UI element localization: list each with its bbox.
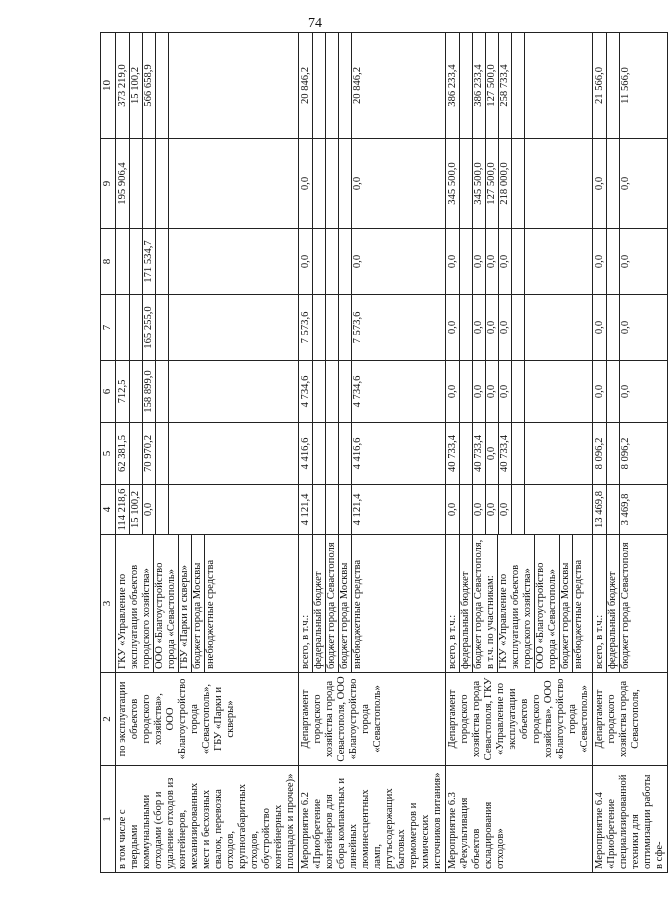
amount-value xyxy=(606,361,619,422)
amount-value xyxy=(325,139,338,228)
amount-value xyxy=(168,139,181,228)
year-value-cell-c6 xyxy=(593,361,668,423)
funding-source-cell xyxy=(593,535,668,673)
amount-value xyxy=(312,139,325,228)
amount-value xyxy=(524,485,537,534)
funding-source-line: внебюджетные средства xyxy=(351,535,364,672)
amount-value xyxy=(338,139,351,228)
amount-value xyxy=(511,361,524,422)
amount-value: 4 121,4 xyxy=(351,485,364,534)
year-value-cell-c10 xyxy=(299,33,446,139)
rotated-table-wrapper xyxy=(100,33,665,873)
year-value-cell-c8 xyxy=(593,229,668,295)
amount-value: 114 218,6 xyxy=(117,488,128,531)
year-value-cell-c9 xyxy=(593,139,668,229)
measure-name-cell: Мероприятие 6.4 «Приобретение специализированной техники для оптимизации работы в сфе- xyxy=(593,766,668,873)
amount-value xyxy=(606,423,619,484)
amount-value: 0,0 xyxy=(472,295,485,360)
amount-value xyxy=(312,423,325,484)
amount-value xyxy=(325,485,338,534)
amount-value xyxy=(325,229,338,294)
amount-value xyxy=(459,229,472,294)
year-value-cell-c4 xyxy=(446,485,593,535)
amount-value: 4 416,6 xyxy=(300,437,311,470)
year-value-cell-c6 xyxy=(116,361,299,423)
table-row xyxy=(116,33,299,873)
year-value-cell-c10 xyxy=(446,33,593,139)
funding-source-line: бюджет города Севастополя, в т.ч. по участникам: xyxy=(472,535,497,672)
funding-source-line: федеральный бюджет xyxy=(606,535,619,672)
amount-value: 0,0 xyxy=(485,423,498,484)
funding-source-line: ГБУ «Парки и скверы» xyxy=(178,535,191,672)
amount-value: 0,0 xyxy=(594,176,605,191)
year-value-cell-c10 xyxy=(116,33,299,139)
amount-value: 0,0 xyxy=(485,229,498,294)
amount-value: 21 566,0 xyxy=(594,66,605,105)
funding-source-line: бюджет города Москвы xyxy=(338,535,351,672)
amount-value xyxy=(117,232,129,291)
amount-value xyxy=(142,139,155,228)
funding-source-line: ООО «Благоустройство города «Севастополь» xyxy=(534,535,559,672)
amount-value: 0,0 xyxy=(472,229,485,294)
amount-value xyxy=(129,139,142,228)
column-number-1: 1 xyxy=(101,766,116,873)
amount-value xyxy=(511,485,524,534)
executor-text: ГБУ «Парки и скверы» xyxy=(213,686,236,752)
funding-source-cell xyxy=(299,535,446,673)
column-number-2: 2 xyxy=(101,673,116,766)
table-row xyxy=(593,33,668,873)
funding-source-cell xyxy=(446,535,593,673)
amount-value xyxy=(524,361,537,422)
amount-value xyxy=(168,485,181,534)
column-number-9: 9 xyxy=(101,139,116,229)
amount-value: 4 734,6 xyxy=(300,375,311,408)
amount-value: 70 970,2 xyxy=(142,423,155,484)
amount-value xyxy=(155,229,168,294)
amount-value: 0,0 xyxy=(447,502,458,517)
funding-source-line: ГКУ «Управление по эксплуатации объектов городского хозяйства» xyxy=(497,535,534,672)
year-value-cell-c4 xyxy=(299,485,446,535)
executor-text: ООО «Благоустройство города «Севастополь», xyxy=(165,678,212,760)
amount-value: 0,0 xyxy=(619,295,632,360)
amount-value: 15 100,2 xyxy=(129,33,142,138)
amount-value xyxy=(168,295,181,360)
amount-value xyxy=(511,139,524,228)
amount-value xyxy=(129,229,142,294)
amount-value xyxy=(338,295,351,360)
amount-value: 0,0 xyxy=(498,361,511,422)
column-number-10: 10 xyxy=(101,33,116,139)
amount-value xyxy=(155,139,168,228)
amount-value: 171 534,7 xyxy=(142,229,155,294)
amount-value xyxy=(155,485,168,534)
amount-value xyxy=(524,33,537,138)
year-value-cell-c10 xyxy=(593,33,668,139)
year-value-cell-c4 xyxy=(593,485,668,535)
amount-value xyxy=(524,423,537,484)
amount-value xyxy=(325,423,338,484)
funding-source-line: федеральный бюджет xyxy=(459,535,472,672)
table-row xyxy=(299,33,446,873)
amount-value: 0,0 xyxy=(447,320,458,335)
amount-value xyxy=(312,295,325,360)
year-value-cell-c5 xyxy=(299,423,446,485)
amount-value: 0,0 xyxy=(619,139,632,228)
amount-value: 566 658,9 xyxy=(142,33,155,138)
year-value-cell-c8 xyxy=(116,229,299,295)
executor-text: по эксплуатации объектов городского хозяйства», xyxy=(117,681,164,757)
funding-source-line: федеральный бюджет xyxy=(312,535,325,672)
executor-cell xyxy=(299,673,446,766)
funding-source-line: всего, в т.ч.: xyxy=(594,614,605,669)
amount-value xyxy=(338,33,351,138)
amount-value xyxy=(338,423,351,484)
amount-value xyxy=(511,229,524,294)
column-number-row xyxy=(101,33,116,873)
amount-value xyxy=(155,33,168,138)
column-number-6: 6 xyxy=(101,361,116,423)
executor-cell xyxy=(116,673,299,766)
amount-value: 345 500,0 xyxy=(447,162,458,205)
funding-source-line: ООО «Благоустройство города «Севастополь» xyxy=(153,535,178,672)
amount-value: 345 500,0 xyxy=(472,139,485,228)
amount-value xyxy=(511,295,524,360)
measure-name-cell: Мероприятие 6.2 «Приобретение контейнеров для сбора компактных и линейных люминесцентных ламп, ртутьсодержащих бытовых термометров и химических источников питания» xyxy=(299,766,446,873)
program-funding-table xyxy=(100,32,668,873)
amount-value: 0,0 xyxy=(485,295,498,360)
column-number-8: 8 xyxy=(101,229,116,295)
amount-value: 40 733,4 xyxy=(498,423,511,484)
executor-cell xyxy=(446,673,593,766)
amount-value: 165 255,0 xyxy=(142,295,155,360)
funding-source-line: внебюджетные средства xyxy=(572,535,585,672)
amount-value: 8 096,2 xyxy=(619,423,632,484)
amount-value: 0,0 xyxy=(594,320,605,335)
amount-value: 0,0 xyxy=(498,229,511,294)
amount-value: 258 733,4 xyxy=(498,33,511,138)
amount-value: 3 469,8 xyxy=(619,485,632,534)
amount-value: 0,0 xyxy=(594,254,605,269)
amount-value xyxy=(312,229,325,294)
amount-value: 158 899,0 xyxy=(142,361,155,422)
executor-text: Департамент городского хозяйства города Севастополя, ООО «Благоустройство города «Севастополь» xyxy=(300,676,383,762)
funding-source-line: бюджет города Москвы xyxy=(559,535,572,672)
amount-value: 62 381,5 xyxy=(117,434,128,473)
amount-value: 0,0 xyxy=(485,485,498,534)
amount-value xyxy=(155,361,168,422)
year-value-cell-c9 xyxy=(299,139,446,229)
funding-source-cell xyxy=(116,535,299,673)
funding-source-line: бюджет города Севастополя xyxy=(325,535,338,672)
amount-value: 218 000,0 xyxy=(498,139,511,228)
year-value-cell-c7 xyxy=(446,295,593,361)
year-value-cell-c8 xyxy=(299,229,446,295)
amount-value: 127 500,0 xyxy=(485,139,498,228)
amount-value xyxy=(459,33,472,138)
amount-value: 0,0 xyxy=(472,361,485,422)
funding-source-line: бюджет города Москвы xyxy=(191,535,204,672)
executor-cell xyxy=(593,673,668,766)
amount-value: 0,0 xyxy=(447,384,458,399)
amount-value: 4 416,6 xyxy=(351,423,364,484)
amount-value: 20 846,2 xyxy=(351,33,364,138)
funding-source-line: всего, в т.ч.: xyxy=(300,614,311,669)
amount-value: 11 566,0 xyxy=(619,33,632,138)
year-value-cell-c9 xyxy=(116,139,299,229)
amount-value xyxy=(606,485,619,534)
amount-value xyxy=(524,295,537,360)
amount-value: 0,0 xyxy=(594,384,605,399)
amount-value xyxy=(168,229,181,294)
year-value-cell-c8 xyxy=(446,229,593,295)
amount-value: 0,0 xyxy=(619,229,632,294)
amount-value xyxy=(155,295,168,360)
amount-value xyxy=(155,423,168,484)
amount-value: 0,0 xyxy=(619,361,632,422)
measure-name-cell: в том числе с твердыми коммунальными отходами (сбор и удаление отходов из контейнеров, механизированных мест и бесхозных свалок, перевозка отходов, крупногабаритных отходов, обустройство контейнерных площадок и прочее)» xyxy=(116,766,299,873)
funding-source-line: внебюджетные средства xyxy=(204,535,217,672)
amount-value xyxy=(129,295,142,360)
amount-value xyxy=(338,485,351,534)
amount-value: 0,0 xyxy=(142,485,155,534)
year-value-cell-c7 xyxy=(116,295,299,361)
amount-value: 0,0 xyxy=(351,139,364,228)
year-value-cell-c9 xyxy=(446,139,593,229)
measure-name-cell: Мероприятие 6.3 «Рекультивация объектов складирования отходов» xyxy=(446,766,593,873)
amount-value xyxy=(606,295,619,360)
amount-value: 0,0 xyxy=(498,295,511,360)
amount-value: 386 233,4 xyxy=(472,33,485,138)
amount-value: 0,0 xyxy=(300,176,311,191)
amount-value: 0,0 xyxy=(300,254,311,269)
table-row xyxy=(446,33,593,873)
executor-text: Департамент городского хозяйства города Севастополя, ГКУ «Управление по эксплуатации объектов городского хозяйства», ООО «Благоустройство города «Севастополь» xyxy=(447,677,590,761)
amount-value xyxy=(129,361,142,422)
amount-value xyxy=(511,33,524,138)
amount-value: 127 500,0 xyxy=(485,33,498,138)
amount-value xyxy=(312,33,325,138)
amount-value xyxy=(459,139,472,228)
amount-value xyxy=(325,361,338,422)
column-number-5: 5 xyxy=(101,423,116,485)
amount-value: 195 906,4 xyxy=(117,162,128,205)
amount-value xyxy=(524,229,537,294)
year-value-cell-c6 xyxy=(299,361,446,423)
amount-value xyxy=(606,139,619,228)
amount-value: 40 733,4 xyxy=(447,434,458,473)
amount-value xyxy=(459,295,472,360)
funding-source-line: бюджет города Севастополя xyxy=(619,535,632,672)
amount-value xyxy=(606,229,619,294)
amount-value xyxy=(312,361,325,422)
amount-value xyxy=(325,33,338,138)
amount-value: 386 233,4 xyxy=(447,64,458,107)
amount-value xyxy=(606,33,619,138)
amount-value: 712,5 xyxy=(117,379,128,404)
amount-value xyxy=(117,298,129,357)
amount-value xyxy=(524,139,537,228)
page-number: 74 xyxy=(308,16,322,31)
amount-value: 7 573,6 xyxy=(351,295,364,360)
amount-value: 7 573,6 xyxy=(300,311,311,344)
funding-source-line: ГКУ «Управление по эксплуатации объектов городского хозяйства» xyxy=(117,564,152,669)
year-value-cell-c4 xyxy=(116,485,299,535)
amount-value: 373 219,0 xyxy=(117,64,128,107)
year-value-cell-c7 xyxy=(299,295,446,361)
year-value-cell-c5 xyxy=(446,423,593,485)
amount-value: 4 121,4 xyxy=(300,493,311,526)
amount-value: 0,0 xyxy=(447,254,458,269)
year-value-cell-c6 xyxy=(446,361,593,423)
column-number-7: 7 xyxy=(101,295,116,361)
amount-value xyxy=(168,33,181,138)
year-value-cell-c5 xyxy=(116,423,299,485)
amount-value xyxy=(338,229,351,294)
amount-value xyxy=(459,423,472,484)
year-value-cell-c7 xyxy=(593,295,668,361)
amount-value: 8 096,2 xyxy=(594,437,605,470)
amount-value: 0,0 xyxy=(351,229,364,294)
amount-value: 4 734,6 xyxy=(351,361,364,422)
funding-source-line: всего, в т.ч.: xyxy=(447,614,458,669)
amount-value xyxy=(168,423,181,484)
amount-value xyxy=(459,361,472,422)
amount-value: 20 846,2 xyxy=(300,66,311,105)
amount-value xyxy=(168,361,181,422)
amount-value xyxy=(325,295,338,360)
amount-value xyxy=(312,485,325,534)
year-value-cell-c5 xyxy=(593,423,668,485)
amount-value xyxy=(511,423,524,484)
amount-value: 40 733,4 xyxy=(472,423,485,484)
amount-value xyxy=(129,423,142,484)
executor-text: Департамент городского хозяйства города Севастополя, xyxy=(594,680,641,758)
amount-value: 15 100,2 xyxy=(129,485,142,534)
amount-value: 0,0 xyxy=(485,361,498,422)
amount-value: 13 469,8 xyxy=(594,490,605,529)
column-number-3: 3 xyxy=(101,535,116,673)
amount-value: 0,0 xyxy=(498,485,511,534)
amount-value: 0,0 xyxy=(472,485,485,534)
amount-value xyxy=(338,361,351,422)
column-number-4: 4 xyxy=(101,485,116,535)
amount-value xyxy=(459,485,472,534)
